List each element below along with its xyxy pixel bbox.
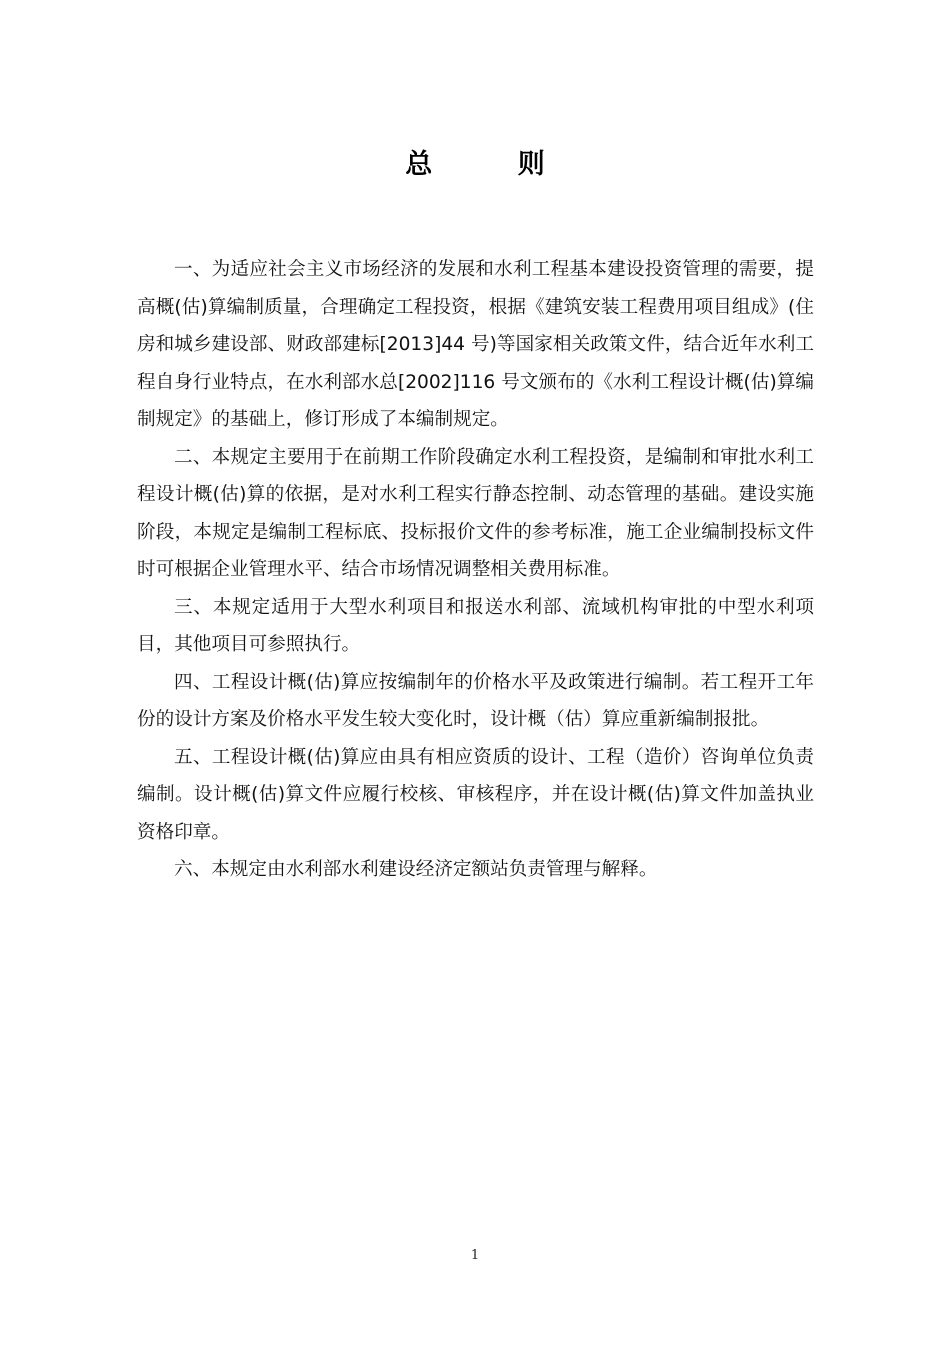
document-body (137, 251, 814, 889)
paragraph-5: 五、工程设计概(估)算应由具有相应资质的设计、工程（造价）咨询单位负责编制。设计概(估)算文件应履行校核、审核程序，并在设计概(估)算文件加盖执业资格印章。 (137, 746, 814, 843)
paragraph-4: 四、工程设计概(估)算应按编制年的价格水平及政策进行编制。若工程开工年份的设计方案及价格水平发生较大变化时，设计概（估）算应重新编制报批。 (137, 671, 814, 730)
page-title: 总 则 (405, 149, 583, 180)
paragraph-3: 三、本规定适用于大型水利项目和报送水利部、流域机构审批的中型水利项目，其他项目可参照执行。 (137, 596, 814, 655)
paragraph-1: 一、为适应社会主义市场经济的发展和水利工程基本建设投资管理的需要，提高概(估)算编制质量，合理确定工程投资，根据《建筑安装工程费用项目组成》(住房和城乡建设部、财政部建标[2013]44 号)等国家相关政策文件，结合近年水利工程自身行业特点，在水利部水总[2002]116 号文颁布的《水利工程设计概(估)算编制规定》的基础上，修订形成了本编制规定。 (137, 259, 814, 430)
page-number: 1 (470, 1248, 480, 1263)
paragraph-6: 六、本规定由水利部水利建设经济定额站负责管理与解释。 (174, 859, 658, 880)
paragraph-2: 二、本规定主要用于在前期工作阶段确定水利工程投资，是编制和审批水利工程设计概(估)算的依据，是对水利工程实行静态控制、动态管理的基础。建设实施阶段，本规定是编制工程标底、投标报价文件的参考标准，施工企业编制投标文件时可根据企业管理水平、结合市场情况调整相关费用标准。 (137, 446, 814, 580)
